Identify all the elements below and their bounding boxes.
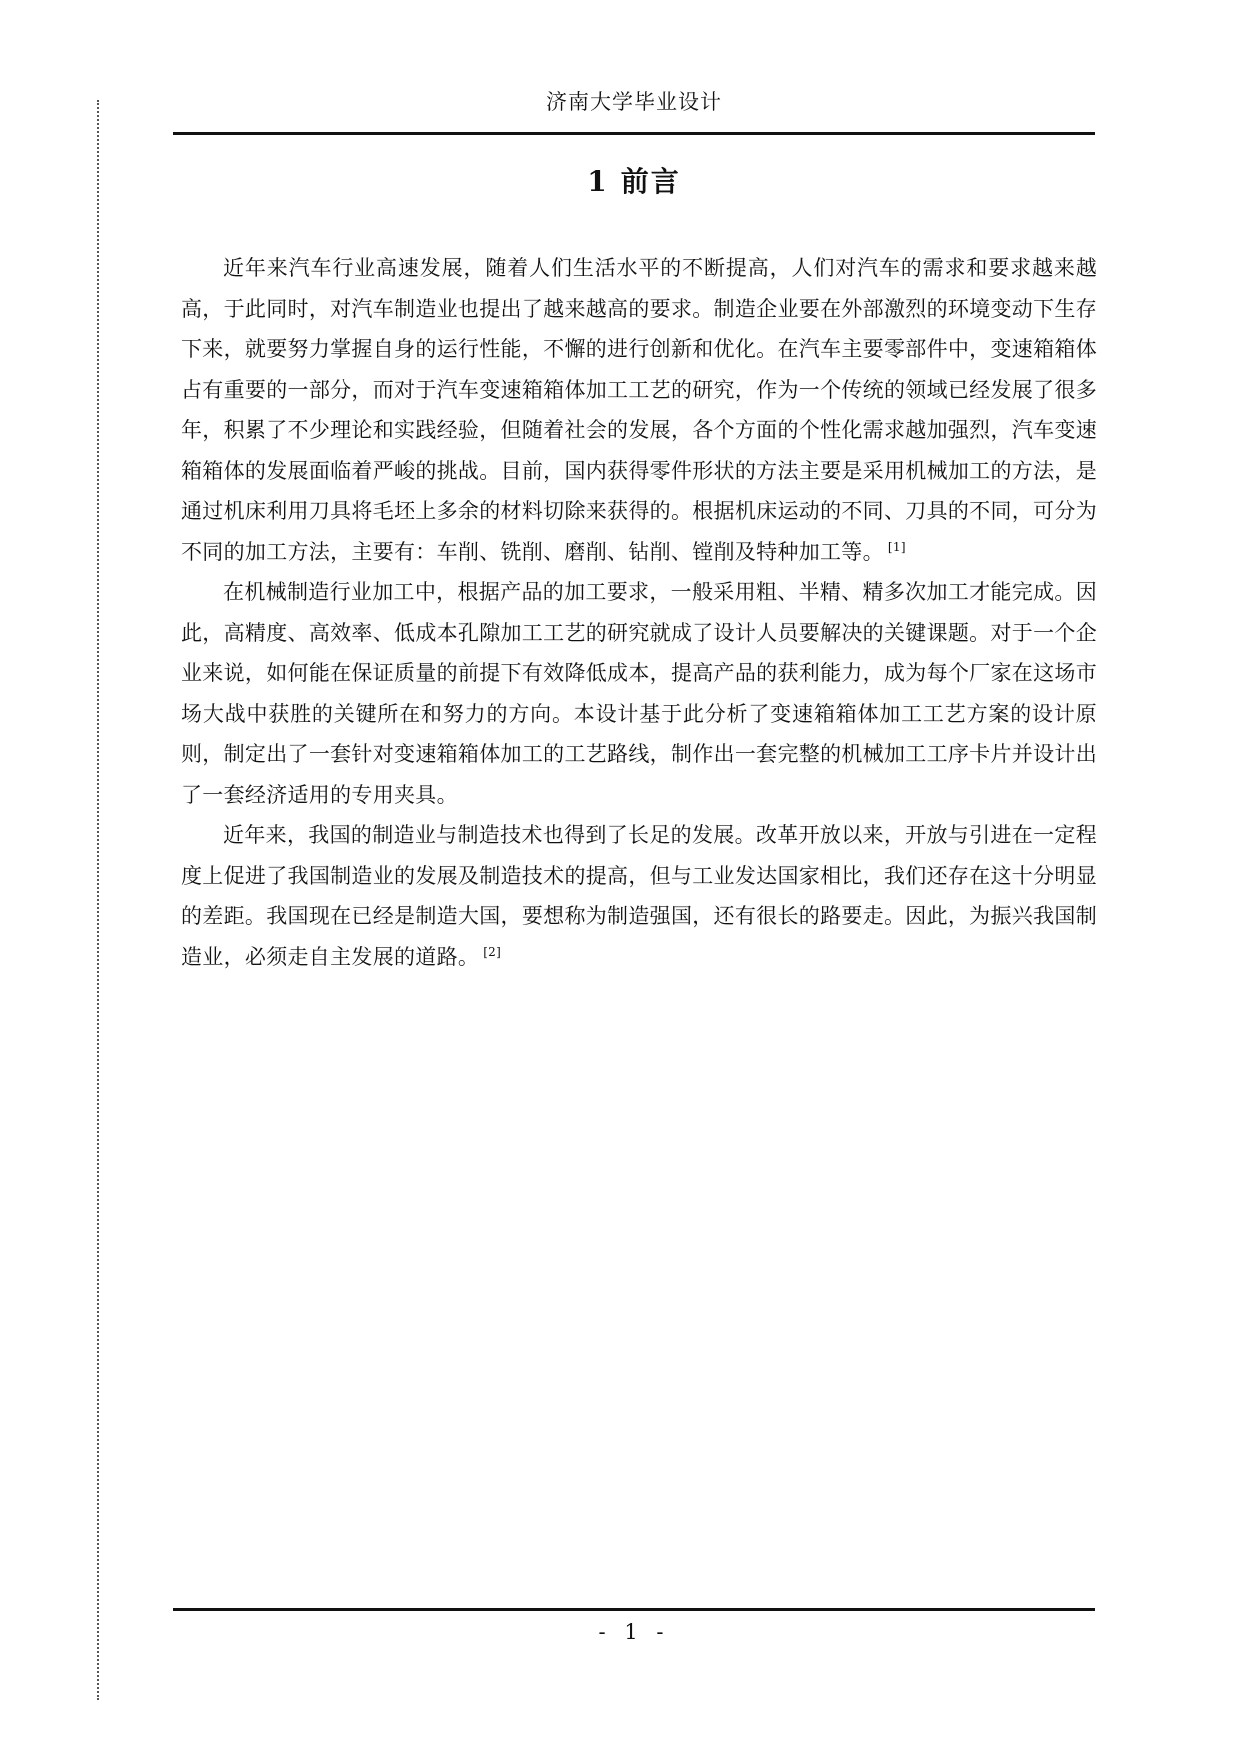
paragraph [181, 248, 1097, 572]
paragraph [181, 572, 1097, 815]
paragraph-text: 近年来汽车行业高速发展，随着人们生活水平的不断提高，人们对汽车的需求和要求越来越高，于此同时，对汽车制造业也提出了越来越高的要求。制造企业要在外部激烈的环境变动下生存下来，就要努力掌握自身的运行性能，不懈的进行创新和优化。在汽车主要零部件中，变速箱箱体占有重要的一部分，而对于汽车变速箱箱体加工工艺的研究，作为一个传统的领域已经发展了很多年，积累了不少理论和实践经验，但随着社会的发展，各个方面的个性化需求越加强烈，汽车变速箱箱体的发展面临着严峻的挑战。目前，国内获得零件形状的方法主要是采用机械加工的方法，是通过机床利用刀具将毛坯上多余的材料切除来获得的。根据机床运动的不同、刀具的不同，可分为不同的加工方法，主要有：车削、铣削、磨削、钻削、镗削及特种加工等。 [181, 256, 1097, 564]
citation-marker: [2] [483, 944, 502, 959]
header-rule [173, 132, 1095, 135]
running-header-title: 济南大学毕业设计 [546, 90, 722, 114]
paragraph [181, 815, 1097, 977]
body-text [181, 248, 1097, 977]
paragraph-text: 近年来，我国的制造业与制造技术也得到了长足的发展。改革开放以来，开放与引进在一定程度上促进了我国制造业的发展及制造技术的提高，但与工业发达国家相比，我们还存在这十分明显的差距。我国现在已经是制造大国，要想称为制造强国，还有很长的路要走。因此，为振兴我国制造业，必须走自主发展的道路。 [181, 823, 1097, 969]
page-number: - 1 - [598, 1620, 670, 1644]
chapter-heading [173, 160, 1095, 200]
chapter-title-text: 前言 [620, 165, 681, 198]
binding-margin-dotted-line [97, 100, 99, 1700]
citation-marker: [1] [887, 539, 906, 554]
paragraph-text: 在机械制造行业加工中，根据产品的加工要求，一般采用粗、半精、精多次加工才能完成。因此，高精度、高效率、低成本孔隙加工工艺的研究就成了设计人员要解决的关键课题。对于一个企业来说，如何能在保证质量的前提下有效降低成本，提高产品的获利能力，成为每个厂家在这场市场大战中获胜的关键所在和努力的方向。本设计基于此分析了变速箱箱体加工工艺方案的设计原则，制定出了一套针对变速箱箱体加工的工艺路线，制作出一套完整的机械加工工序卡片并设计出了一套经济适用的专用夹具。 [181, 580, 1097, 807]
footer-rule [173, 1608, 1095, 1611]
chapter-number: 1 [587, 165, 609, 198]
